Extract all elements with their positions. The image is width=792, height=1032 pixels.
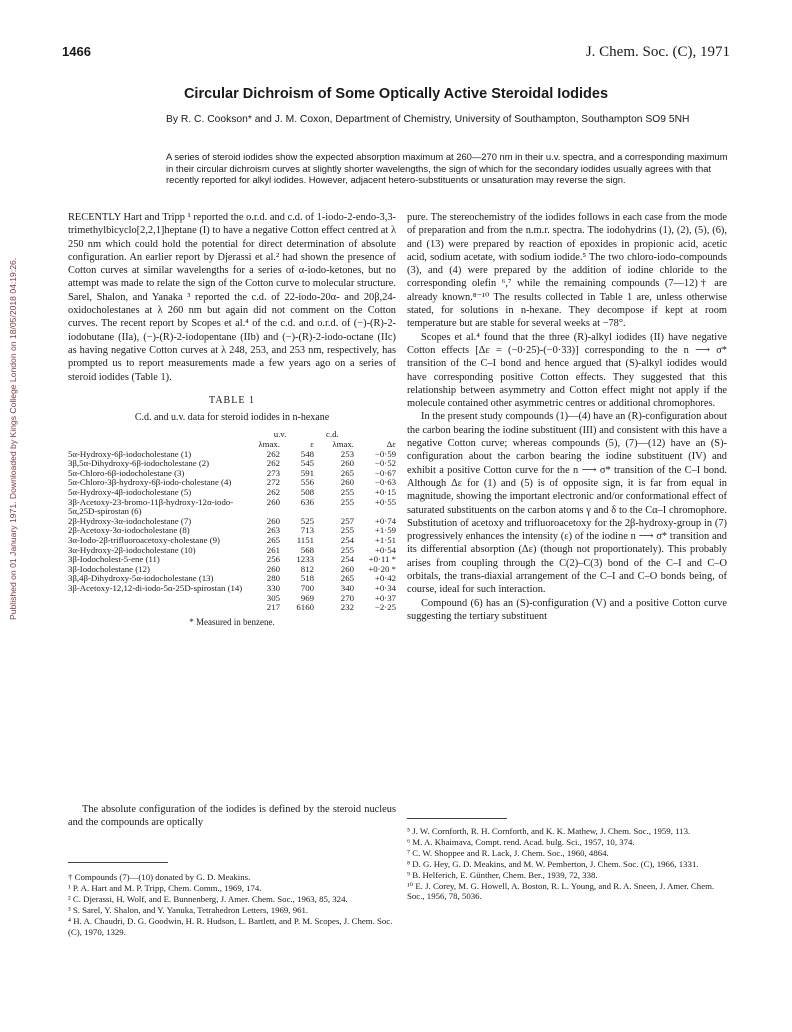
compound-6-paragraph: Compound (6) has an (S)-configuration (V) and a positive Cotton curve suggesting the tertiary substituent — [407, 597, 727, 622]
value-cell: +0·74 — [374, 515, 396, 526]
value-cell: 270 — [340, 592, 354, 603]
value-cell: −2·25 — [374, 602, 396, 613]
left-column — [68, 211, 396, 629]
compound-name-cell: 5α-Hydroxy-6β-iodocholestane (1) — [68, 448, 192, 459]
value-cell: 254 — [340, 534, 354, 545]
table-caption: C.d. and u.v. data for steroid iodides in n-hexane — [134, 412, 330, 424]
value-cell: 260 — [340, 477, 354, 488]
compound-name-cell: 3α-Hydroxy-2β-iodocholestane (10) — [68, 544, 196, 555]
value-cell: 262 — [266, 448, 280, 459]
compound-name-cell: 3β-Iodocholest-5-ene (11) — [68, 554, 160, 565]
compound-name-cell: 3β-Acetoxy-23-bromo-11β-hydroxy-12α-iodo-5α,25D-spirostan (6) — [68, 496, 234, 517]
table-header-cell: Δε — [386, 439, 396, 450]
value-cell: 261 — [266, 544, 280, 555]
value-cell: 263 — [266, 525, 280, 536]
value-cell: −0·59 — [374, 448, 396, 459]
compound-name-cell: 5α-Chloro-3β-hydroxy-6β-iodo-cholestane (4) — [68, 477, 232, 488]
reference-note: ⁴ H. A. Chaudri, D. G. Goodwin, H. R. Hudson, L. Bartlett, and P. M. Scopes, J. Chem. Soc. (C), 1970, 1329. — [68, 915, 393, 937]
value-cell: +1·59 — [374, 525, 396, 536]
footnote-divider-left — [68, 862, 168, 863]
table-row — [68, 603, 396, 613]
table-body — [68, 450, 396, 613]
table-row — [68, 498, 396, 517]
page-number: 1466 — [62, 44, 91, 59]
reference-note: † Compounds (7)—(10) donated by G. D. Meakins. — [68, 872, 251, 882]
abstract: A series of steroid iodides show the expected absorption maximum at 260—270 nm in their u.v. spectra, and a corresponding maximum in their circular dichroism curves at slightly shorter wavelengths, the sign of which for the secondary iodides usually agrees with that recently reported for alkyl iodides. However, adjacent hetero-substituents or unsaturation may reverse the sign. — [166, 151, 728, 186]
value-cell: 255 — [340, 496, 354, 507]
value-cell: 636 — [300, 496, 314, 507]
value-cell: 713 — [300, 525, 314, 536]
value-cell: 265 — [266, 534, 280, 545]
value-cell: 700 — [300, 582, 314, 593]
value-cell: −0·67 — [374, 467, 396, 478]
value-cell: 812 — [300, 563, 314, 574]
value-cell: 254 — [340, 554, 354, 565]
value-cell: 255 — [340, 544, 354, 555]
value-cell: 260 — [266, 515, 280, 526]
value-cell: 545 — [300, 458, 314, 469]
value-cell: +0·15 — [374, 487, 396, 498]
value-cell: 260 — [340, 458, 354, 469]
table-footnote: * Measured in benzene. — [189, 616, 275, 627]
value-cell: 280 — [266, 573, 280, 584]
reference-note: ⁸ D. G. Hey, G. D. Meakins, and M. W. Pemberton, J. Chem. Soc. (C), 1966, 1331. — [407, 858, 699, 869]
value-cell: 255 — [340, 525, 354, 536]
table-label: TABLE 1 — [209, 394, 255, 406]
compound-name-cell — [68, 594, 246, 604]
value-cell: 508 — [300, 487, 314, 498]
table-header-cell: λmax. — [332, 439, 354, 450]
table-group-uv: u.v. — [273, 429, 287, 440]
value-cell: 253 — [340, 448, 354, 459]
configuration-paragraph: The absolute configuration of the iodides is defined by the steroid nucleus and the compounds are optically — [68, 804, 396, 829]
author-line: By R. C. Cookson* and J. M. Coxon, Department of Chemistry, University of Southampton, Southampton SO9 5NH — [166, 114, 690, 125]
value-cell: 262 — [266, 487, 280, 498]
footnote-divider-right — [407, 818, 507, 819]
value-cell: 217 — [266, 602, 280, 613]
value-cell: +1·51 — [374, 534, 396, 545]
value-cell: 256 — [266, 554, 280, 565]
compound-name-cell: 3β,5α-Dihydroxy-6β-iodocholestane (2) — [68, 458, 210, 469]
value-cell: −0·63 — [374, 477, 396, 488]
reference-note: ¹⁰ E. J. Corey, M. G. Howell, A. Boston, R. L. Young, and R. A. Sneen, J. Amer. Chem. Soc., 1956, 78, 5036. — [407, 880, 715, 902]
value-cell: −0·52 — [374, 458, 396, 469]
table-header-cell: λmax. — [258, 439, 280, 450]
compound-name-cell: 3β,4β-Dihydroxy-5α-iodocholestane (13) — [68, 573, 214, 584]
intro-paragraph: RECENTLY Hart and Tripp ¹ reported the o.r.d. and c.d. of 1-iodo-2-endo-3,3-trimethylbicyclo[2,2,1]heptane (I) to have a negative Cotton effect centred at λ 250 nm which could hold the potential for direct determination of absolute configuration. An earlier report by Djerassi et al.² had shown the presence of Cotton curves at similar wavelengths for a series of α-iodo-ketones, but no attempt was made to relate the sign of the Cotton curve to molecular structure. Sarel, Shalon, and Yanaka ³ reported the c.d. of 22-iodo-20α- and 20β,24-oxidocholestanes at λ 260 nm but again did not comment on the Cotton curves. The recent report by Scopes et al.⁴ of the c.d. and o.r.d. of (−)-(R)-2-iodobutane (IIa), (−)-(R)-2-iodopentane (IIb) and (−)-(R)-2-iodo-octane (IIc) as having negative Cotton curves at λ 248, 253, and 253 nm, respectively, has prompted us to report measurements made a few years ago on a series of steroid iodides (Table 1). — [68, 212, 396, 383]
table-header-cell: ε — [310, 439, 314, 450]
download-watermark — [6, 210, 20, 620]
value-cell: 305 — [266, 592, 280, 603]
reference-note: ³ S. Sarel, Y. Shalon, and Y. Yanuka, Tetrahedron Letters, 1969, 961. — [68, 904, 309, 915]
reference-note: ⁷ C. W. Shoppee and R. Lack, J. Chem. Soc., 1960, 4864. — [407, 847, 609, 858]
value-cell: 548 — [300, 448, 314, 459]
value-cell: 260 — [340, 563, 354, 574]
data-table — [68, 430, 396, 612]
journal-header: J. Chem. Soc. (C), 1971 — [585, 44, 730, 60]
value-cell: 260 — [266, 496, 280, 507]
value-cell: +0·42 — [374, 573, 396, 584]
value-cell: 591 — [300, 467, 314, 478]
compound-name-cell: 3β-Iodocholestane (12) — [68, 563, 150, 574]
value-cell: 262 — [266, 458, 280, 469]
value-cell: 340 — [340, 582, 354, 593]
compound-name-cell: 3α-Iodo-2β-trifluoroacetoxy-cholestane (9) — [68, 534, 220, 545]
compound-name-cell: 5α-Hydroxy-4β-iodocholestane (5) — [68, 487, 192, 498]
value-cell: 273 — [266, 467, 280, 478]
preparation-paragraph: pure. The stereochemistry of the iodides follows in each case from the mode of preparation and from the n.m.r. spectra. The iodohydrins (1), (2), (5), (6), and (13) were prepared by reaction of epoxides in propionic acid, acetic acid, sodium acetate, with sodium iodide.⁵ The two chloro-iodo-compounds (3), and (4) were prepared by the addition of iodine chloride to the corresponding olefin ⁶,⁷ while the remaining compounds (7—12)† are already known.⁸⁻¹⁰ The results collected in Table 1 are, unless otherwise stated, for solutions in n-hexane. They decompose if kept at room temperature but are stable for several weeks at −78°. — [407, 212, 727, 330]
value-cell: 260 — [266, 563, 280, 574]
reference-note: ⁶ M. A. Khaimava, Compt. rend. Acad. bulg. Sci., 1957, 10, 374. — [407, 836, 635, 847]
value-cell: 518 — [300, 573, 314, 584]
value-cell: +0·54 — [374, 544, 396, 555]
compound-name-cell: 3β-Acetoxy-12,12-di-iodo-5α-25D-spirostan (14) — [68, 582, 243, 593]
results-paragraph: In the present study compounds (1)—(4) have an (R)-configuration about the carbon bearing the iodine substituent (III) and consistent with this have a negative Cotton curve; whereas compounds (5), (7)—(12) have an (S)-configuration about the carbon bearing the iodine substituent (IV) and exhibit a positive Cotton curve for the n ⟶ σ* transition of the C–I bond. Although Δε for (1) and (5) is of opposite sign, it is far from equal in magnitude, showing the important electronic and/or conformational effect of saturated substituents on the carbon atoms γ and δ to the Cα–I chromophore. Substitution of acetoxy and trifluoroacetoxy for the 2β-hydroxy-group in (7) progressively enhances the intensity (ε) of the iodine n ⟶ σ* transition and its differential absorption (Δε) (though not proportionately). This probably arises from coupling through the C(2)–C(3) bond of the C–I and C–O orbitals, the trans-diaxial arrangement of the C–I and C–O bonds being, of course, ideal for such interaction. — [407, 411, 727, 596]
value-cell: +0·34 — [374, 582, 396, 593]
right-column — [407, 211, 727, 623]
table-group-cell — [68, 430, 246, 440]
download-watermark-text: Published on 01 January 1971. Downloaded by Kings College London on 18/05/2018 04:19:26. — [8, 257, 18, 620]
value-cell: 265 — [340, 573, 354, 584]
value-cell: 525 — [300, 515, 314, 526]
reference-note: ⁹ B. Helferich, E. Günther, Chem. Ber., 1939, 72, 338. — [407, 869, 598, 880]
value-cell: 556 — [300, 477, 314, 488]
compound-name-cell: 2β-Acetoxy-3α-iodocholestane (8) — [68, 525, 190, 536]
value-cell: +0·37 — [374, 592, 396, 603]
reference-note: ¹ P. A. Hart and M. P. Tripp, Chem. Comm., 1969, 174. — [68, 882, 262, 893]
value-cell: 330 — [266, 582, 280, 593]
value-cell: 255 — [340, 487, 354, 498]
value-cell: +0·20 * — [368, 563, 396, 574]
value-cell: 568 — [300, 544, 314, 555]
value-cell: 232 — [340, 602, 354, 613]
value-cell: 272 — [266, 477, 280, 488]
value-cell: +0·11 * — [368, 554, 396, 565]
reference-note: ² C. Djerassi, H. Wolf, and E. Bunnenberg, J. Amer. Chem. Soc., 1963, 85, 324. — [68, 893, 348, 904]
footnotes-left — [68, 872, 396, 937]
value-cell: 265 — [340, 467, 354, 478]
compound-name-cell: 2β-Hydroxy-3α-iodocholestane (7) — [68, 515, 192, 526]
value-cell: +0·55 — [374, 496, 396, 507]
article-title: Circular Dichroism of Some Optically Active Steroidal Iodides — [183, 86, 609, 102]
value-cell: 257 — [340, 515, 354, 526]
compound-name-cell: 5α-Chloro-6β-iodocholestane (3) — [68, 467, 185, 478]
value-cell: 969 — [300, 592, 314, 603]
value-cell: 6160 — [296, 602, 314, 613]
table-group-cd: c.d. — [326, 429, 339, 440]
scopes-paragraph: Scopes et al.⁴ found that the three (R)-alkyl iodides (II) have negative Cotton effects [Δε = (−0·25)-(−0·33)] corresponding to the n ⟶ σ* transition of the C–I bond and hence argued that (S)-alkyl iodides would have corresponding positive Cotton effects. They suggested that this relationship between asymmetry and Cotton effect might not apply if the molecule contained other asymmetric centres or additional chromophores. — [407, 331, 727, 410]
footnotes-right — [407, 826, 727, 902]
value-cell: 1151 — [296, 534, 314, 545]
value-cell: 1233 — [296, 554, 314, 565]
reference-note: ⁵ J. W. Cornforth, R. H. Cornforth, and K. K. Mathew, J. Chem. Soc., 1959, 113. — [407, 826, 691, 836]
left-column-continued — [68, 803, 396, 830]
compound-name-cell — [68, 603, 246, 613]
